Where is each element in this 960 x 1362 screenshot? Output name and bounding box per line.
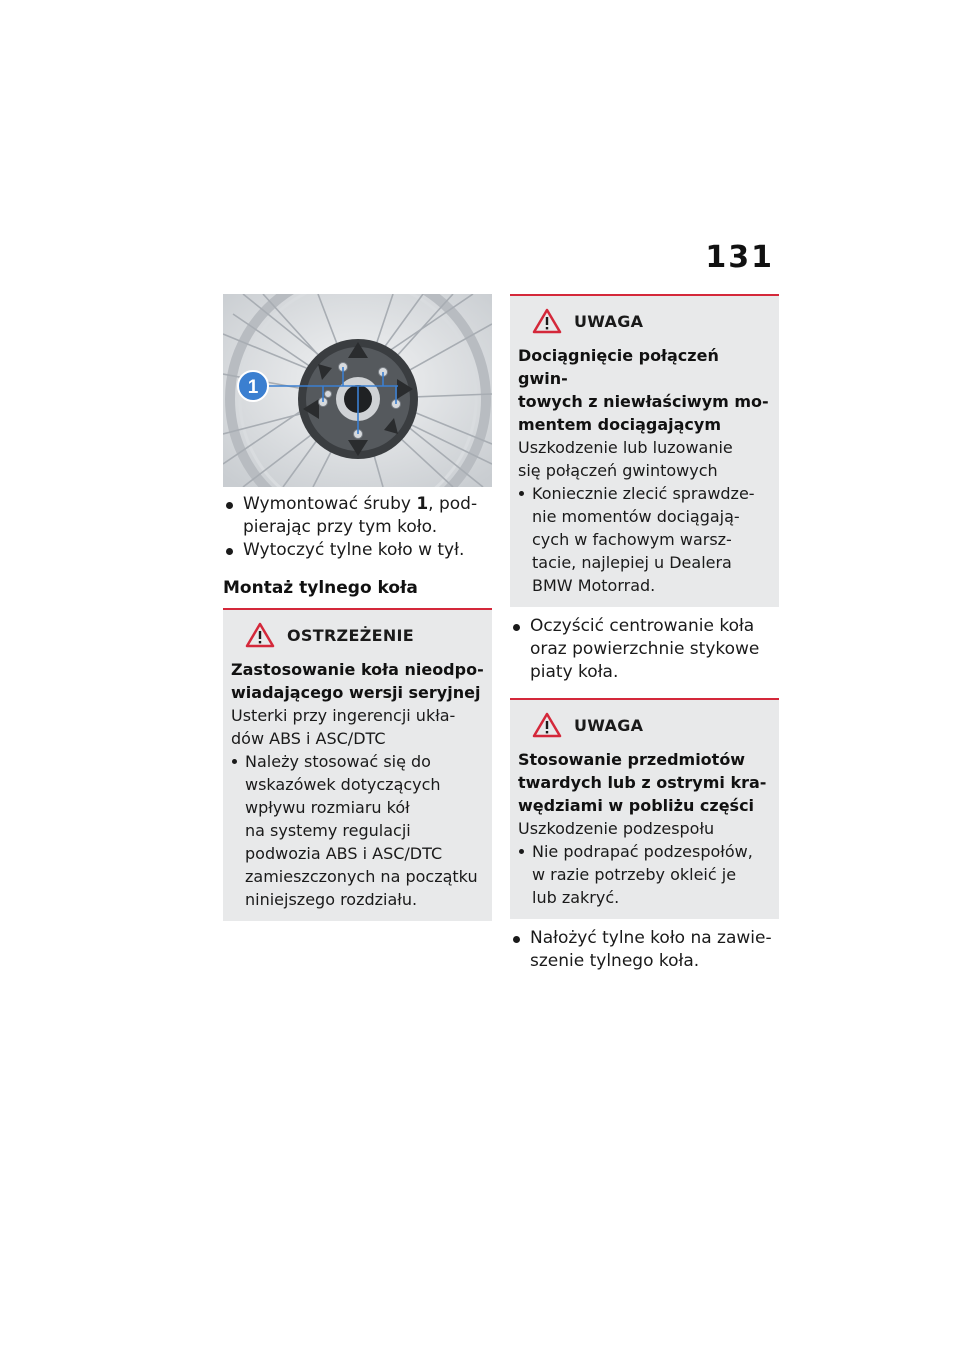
notice-torque-measure-line: Koniecznie zlecić sprawdze- — [532, 484, 755, 503]
notice-torque-measure-line: nie momentów dociągają- — [532, 507, 740, 526]
callout-number: 1 — [247, 377, 259, 398]
removal-steps-list — [223, 493, 492, 562]
step-roll-out: Wytoczyć tylne koło w tył. — [223, 539, 492, 562]
notice-scratch-box — [510, 698, 779, 919]
notice-torque-effect-line: się połączeń gwintowych — [518, 461, 718, 480]
notice-torque-title: UWAGA — [574, 311, 644, 331]
warning-cause — [231, 658, 484, 704]
step-clean-line: oraz powierzchnie stykowe — [530, 639, 760, 659]
warning-triangle-icon — [532, 308, 562, 334]
step-clean-line: piaty koła. — [530, 662, 619, 682]
notice-scratch-header — [532, 712, 771, 738]
notice-torque-effect-line: Uszkodzenie lub luzowanie — [518, 438, 733, 457]
warning-measure-line: zamieszczonych na początku — [245, 867, 478, 886]
warning-effect-line: Usterki przy ingerencji ukła- — [231, 706, 456, 725]
notice-scratch-cause-line: Stosowanie przedmiotów — [518, 750, 746, 769]
notice-scratch-measure-item — [518, 840, 771, 909]
notice-torque-effect — [518, 436, 771, 482]
warning-cause-line: wiadającego wersji seryjnej — [231, 683, 481, 702]
step-clean — [510, 615, 779, 684]
notice-scratch-measure-line: Nie podrapać podzespołów, — [532, 842, 753, 861]
warning-effect-line: dów ABS i ASC/DTC — [231, 729, 386, 748]
warning-header — [245, 622, 484, 648]
notice-scratch-measure-line: w razie potrzeby okleić je — [532, 865, 737, 884]
step-remove-text-c: pierając przy tym koło. — [243, 517, 438, 537]
mount-step-list — [510, 927, 779, 973]
notice-torque-measure-line: tacie, najlepiej u Dealera — [532, 553, 732, 572]
warning-measure-line: wskazówek dotyczących — [245, 775, 441, 794]
warning-title: OSTRZEŻENIE — [287, 625, 414, 645]
step-remove-bolts — [223, 493, 492, 539]
notice-torque-measure-line: cych w fachowym warsz- — [532, 530, 732, 549]
notice-scratch-measure-line: lub zakryć. — [532, 888, 620, 907]
right-column — [510, 294, 779, 973]
notice-scratch-effect-line: Uszkodzenie podzespołu — [518, 819, 715, 838]
step-mount — [510, 927, 779, 973]
notice-torque-measure-line: BMW Motorrad. — [532, 576, 656, 595]
step-mount-line: szenie tylnego koła. — [530, 951, 700, 971]
section-heading: Montaż tylnego koła — [223, 578, 418, 598]
notice-torque-header — [532, 308, 771, 334]
warning-effect — [231, 704, 484, 750]
notice-torque-box — [510, 294, 779, 607]
warning-cause-line: Zastosowanie koła nieodpo- — [231, 660, 484, 679]
wheel-illustration — [223, 294, 492, 487]
warning-triangle-icon — [245, 622, 275, 648]
step-remove-text-a: Wymontować śruby — [243, 494, 417, 514]
step-remove-text-b: , pod- — [428, 494, 478, 514]
wheel-hub-figure — [223, 294, 492, 487]
notice-torque-cause — [518, 344, 771, 436]
notice-scratch-cause-line: wędziami w pobliżu części — [518, 796, 755, 815]
warning-triangle-icon — [532, 712, 562, 738]
warning-measure-line: niniejszego rozdziału. — [245, 890, 418, 909]
warning-measure-line: podwozia ABS i ASC/DTC — [245, 844, 443, 863]
notice-torque-cause-line: Dociągnięcie połączeń gwin- — [518, 346, 719, 388]
notice-scratch-title: UWAGA — [574, 715, 644, 735]
warning-measure-line: na systemy regulacji — [245, 821, 411, 840]
step-remove-ref: 1 — [416, 494, 429, 514]
notice-torque-cause-line: towych z niewłaściwym mo- — [518, 392, 769, 411]
notice-scratch-cause-line: twardych lub z ostrymi kra- — [518, 773, 767, 792]
step-clean-line: Oczyścić centrowanie koła — [530, 616, 755, 636]
notice-torque-cause-line: mentem dociągającym — [518, 415, 721, 434]
notice-scratch-effect — [518, 817, 771, 840]
notice-torque-measure-item — [518, 482, 771, 597]
step-mount-line: Nałożyć tylne koło na zawie- — [530, 928, 772, 948]
page-number: 131 — [705, 240, 774, 275]
notice-scratch-measures — [518, 840, 771, 909]
warning-measure-item — [231, 750, 484, 911]
warning-measure-line: wpływu rozmiaru kół — [245, 798, 410, 817]
notice-scratch-cause — [518, 748, 771, 817]
left-column — [223, 294, 492, 921]
warning-measure-line: Należy stosować się do — [245, 752, 431, 771]
notice-torque-measures — [518, 482, 771, 597]
warning-measures — [231, 750, 484, 911]
clean-step-list — [510, 615, 779, 684]
warning-box — [223, 608, 492, 921]
